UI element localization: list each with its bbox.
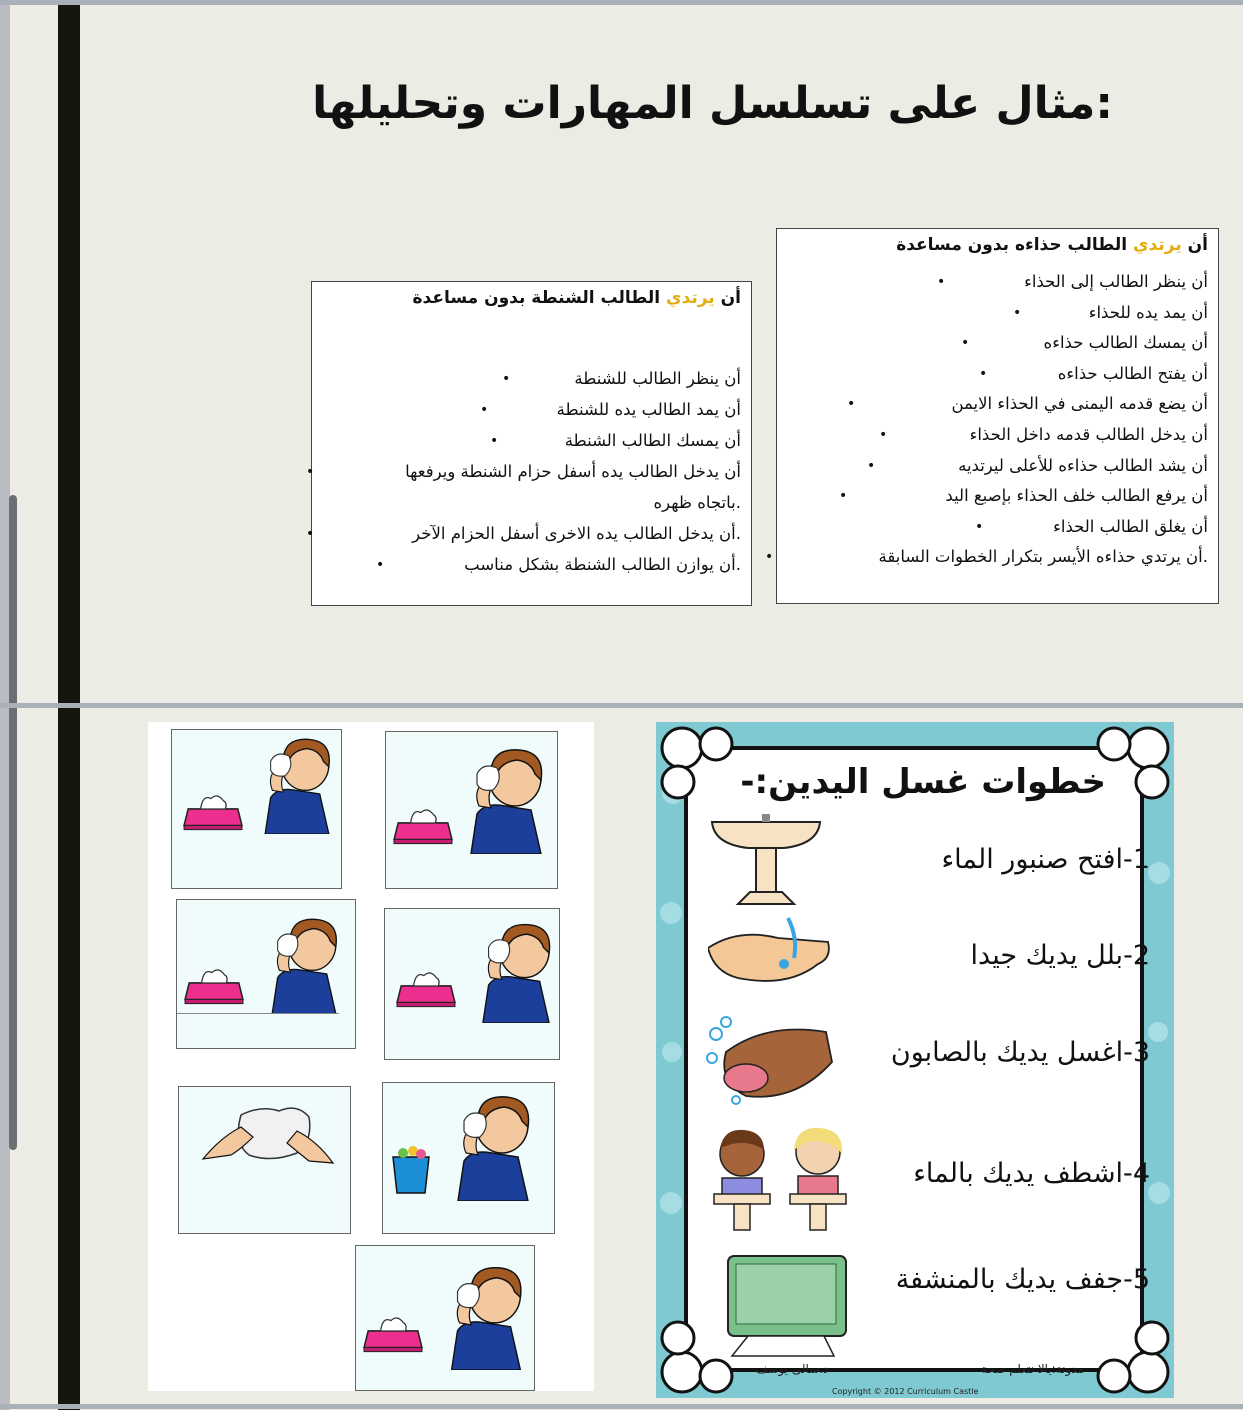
slide-divider [0, 703, 1243, 708]
shoe-task-box [765, 228, 1219, 604]
bag-task-steps [306, 364, 741, 581]
nose-blowing-sequence [148, 722, 594, 1391]
hands-wiping-tissue-icon [201, 1097, 335, 1177]
boy-throwing-tissue-icon [433, 1091, 553, 1201]
handwashing-poster [656, 722, 1174, 1398]
divider [177, 1013, 339, 1014]
slide-title: :مثال على تسلسل المهارات وتحليلها [312, 78, 1113, 129]
sequence-card-5 [178, 1086, 351, 1234]
bag-task-box [306, 281, 752, 606]
list-item: أن يغلق الطالب الحذاء • [975, 516, 1208, 536]
list-item: أن ينظر الطالب إلى الحذاء • [937, 272, 1208, 291]
shoe-task-steps [765, 267, 1208, 573]
poster-title: خطوات غسل اليدين:- [740, 762, 1106, 802]
list-item: .أن يرتدي حذاءه الأيسر بتكرار الخطوات السابقة • [765, 547, 1208, 567]
slide-bottom-border [0, 1404, 1243, 1409]
list-item: أن يرفع الطالب خلف الحذاء بإصبع اليد • [839, 486, 1208, 506]
boy-blowing-nose-icon [254, 734, 340, 834]
boy-blowing-nose-icon [471, 919, 561, 1023]
sequence-card-6 [382, 1082, 555, 1234]
bag-task-heading: أن يرتدي الطالب الشنطة بدون مساعدة [412, 288, 741, 308]
shoe-task-heading: أن يرتدي الطالب حذاءه بدون مساعدة [896, 235, 1208, 255]
soapy-hands-icon [706, 1012, 836, 1108]
decor-bubble [1148, 862, 1170, 884]
list-item: أن ينظر الطالب للشنطة • [502, 369, 741, 388]
step-2: 2-بلل يديك جيدا [970, 940, 1150, 971]
scrollbar-thumb[interactable] [9, 495, 17, 1150]
sequence-card-4 [384, 908, 560, 1060]
tissue-box-icon [395, 967, 457, 1009]
tissue-box-icon [183, 964, 245, 1006]
slide-top-border [0, 0, 1243, 5]
decor-bubble [660, 902, 682, 924]
tissue-box-icon [182, 790, 244, 832]
poster-author-credit: د.سالى يوسف [756, 1362, 829, 1376]
poster-blog-credit: مدونة:يالا نتعلم صحة [981, 1362, 1084, 1376]
sequence-card-7 [355, 1245, 535, 1391]
sink-icon [710, 814, 822, 908]
tissue-box-icon [362, 1312, 424, 1354]
list-item: أن يشد الطالب حذاءه للأعلى ليرتديه • [867, 455, 1208, 475]
towel-dispenser-icon [726, 1252, 850, 1362]
wet-hands-icon [708, 908, 832, 998]
list-item: .أن يوازن الطالب الشنطة بشكل مناسب • [376, 555, 741, 574]
trash-bin-icon [389, 1143, 433, 1195]
decor-bubble [660, 1192, 682, 1214]
decor-bubble [662, 1042, 682, 1062]
poster-copyright: Copyright © 2012 Curriculum Castle [832, 1387, 979, 1396]
list-item: أن يدخل الطالب يده أسفل حزام الشنطة ويرفعها • [306, 462, 741, 481]
decor-bubble [1148, 1182, 1170, 1204]
list-item: أن يمد يده للحذاء • [1013, 302, 1208, 322]
boy-holding-tissue-icon [456, 744, 556, 854]
step-3: 3-اغسل يديك بالصابون [890, 1037, 1150, 1068]
tissue-box-icon [392, 804, 454, 846]
list-item: .أن يدخل الطالب يده الاخرى أسفل الحزام الآخر • [306, 524, 741, 543]
sequence-card-1 [171, 729, 342, 889]
step-5: 5-جفف يديك بالمنشفة [895, 1264, 1150, 1295]
list-item: أن يضع قدمه اليمنى في الحذاء الايمن • [847, 394, 1208, 414]
decor-bubble [1148, 1022, 1168, 1042]
boy-blowing-nose-icon [440, 1262, 532, 1370]
step-4: 4-اشطف يديك بالماء [913, 1158, 1150, 1189]
boy-blowing-nose-icon [261, 914, 347, 1014]
sequence-card-3 [176, 899, 356, 1049]
step-1: 1-افتح صنبور الماء [941, 844, 1150, 875]
list-item: أن يفتح الطالب حذاءه • [979, 363, 1208, 383]
flower-corner-icon [658, 724, 742, 808]
sequence-card-2 [385, 731, 558, 889]
flower-corner-icon [1088, 1312, 1172, 1396]
list-item: .باتجاه ظهره [653, 493, 741, 512]
list-item: أن يمسك الطالب حذاءه • [961, 333, 1208, 353]
list-item: أن يمسك الطالب الشنطة • [490, 431, 741, 450]
list-item: أن يدخل الطالب قدمه داخل الحذاء • [879, 424, 1208, 444]
list-item: أن يمد الطالب يده للشنطة • [480, 400, 741, 419]
children-rinsing-icon [710, 1124, 860, 1236]
